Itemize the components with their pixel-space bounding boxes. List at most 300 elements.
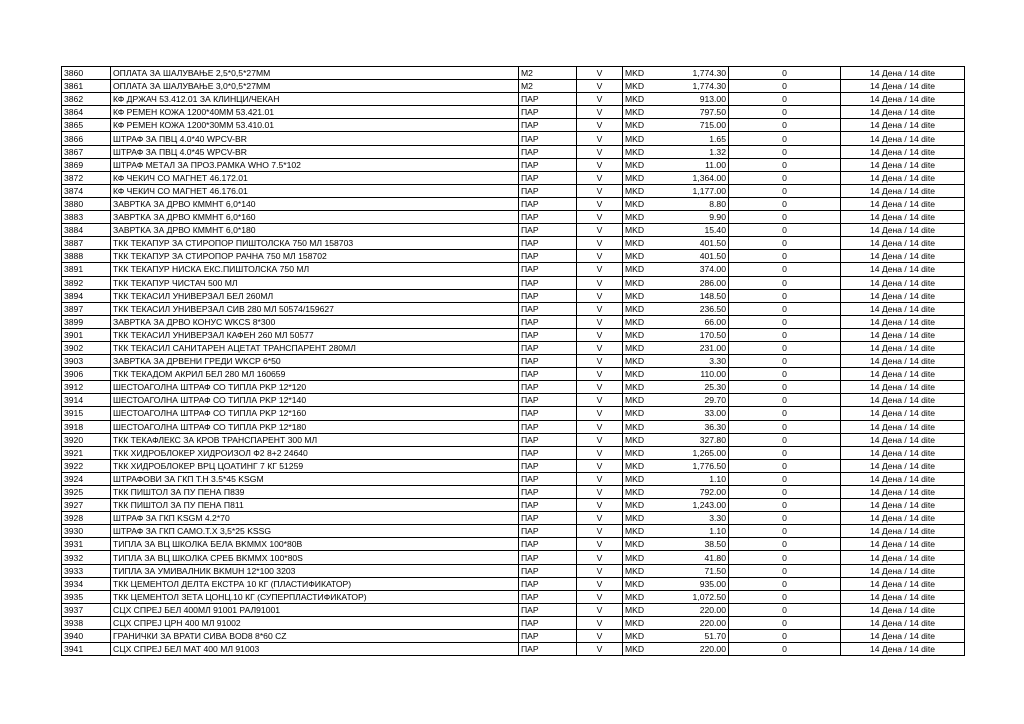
delivery-term-cell: 14 Дена / 14 dite [841,250,965,263]
v-flag-cell: V [577,237,623,250]
unit-cell: ПАР [519,394,577,407]
item-code-cell: 3928 [62,512,111,525]
quantity-cell: 0 [729,119,841,132]
delivery-term-cell: 14 Дена / 14 dite [841,80,965,93]
quantity-cell: 0 [729,184,841,197]
v-flag-cell: V [577,211,623,224]
v-flag-cell: V [577,224,623,237]
unit-cell: ПАР [519,250,577,263]
unit-cell: ПАР [519,643,577,656]
item-code-cell: 3931 [62,538,111,551]
table-row [62,171,965,184]
price-cell: 33.00 [686,407,729,420]
item-code-cell: 3921 [62,446,111,459]
quantity-cell: 0 [729,643,841,656]
quantity-cell: 0 [729,420,841,433]
item-name-cell: ТКК ЦЕМЕНТОЛ ДЕЛТА ЕКСТРА 10 КГ (ПЛАСТИФИКАТОР) [111,577,519,590]
price-cell: 913.00 [686,93,729,106]
table-row [62,67,965,80]
price-cell: 327.80 [686,433,729,446]
delivery-term-cell: 14 Дена / 14 dite [841,328,965,341]
quantity-cell: 0 [729,93,841,106]
quantity-cell: 0 [729,171,841,184]
price-cell: 3.30 [686,512,729,525]
delivery-term-cell: 14 Дена / 14 dite [841,106,965,119]
item-code-cell: 3918 [62,420,111,433]
quantity-cell: 0 [729,590,841,603]
delivery-term-cell: 14 Дена / 14 dite [841,171,965,184]
price-cell: 236.50 [686,302,729,315]
item-code-cell: 3930 [62,525,111,538]
currency-cell: MKD [623,224,687,237]
delivery-term-cell: 14 Дена / 14 dite [841,67,965,80]
v-flag-cell: V [577,603,623,616]
v-flag-cell: V [577,433,623,446]
currency-cell: MKD [623,184,687,197]
table-row [62,433,965,446]
table-row [62,538,965,551]
unit-cell: ПАР [519,184,577,197]
v-flag-cell: V [577,355,623,368]
table-row [62,93,965,106]
item-name-cell: ТКК ТЕКАДОМ АКРИЛ БЕЛ 280 МЛ 160659 [111,368,519,381]
quantity-cell: 0 [729,302,841,315]
v-flag-cell: V [577,93,623,106]
table-row [62,184,965,197]
v-flag-cell: V [577,630,623,643]
v-flag-cell: V [577,446,623,459]
item-name-cell: ТКК ХИДРОБЛОКЕР ХИДРОИЗОЛ Ф2 8+2 24640 [111,446,519,459]
delivery-term-cell: 14 Дена / 14 dite [841,603,965,616]
v-flag-cell: V [577,263,623,276]
currency-cell: MKD [623,446,687,459]
price-cell: 1,265.00 [686,446,729,459]
item-name-cell: ШТРАФ ЗА ПВЦ 4.0*45 WPCV-BR [111,145,519,158]
currency-cell: MKD [623,341,687,354]
delivery-term-cell: 14 Дена / 14 dite [841,551,965,564]
currency-cell: MKD [623,171,687,184]
table-row [62,145,965,158]
item-name-cell: ШЕСТОАГОЛНА ШТРАФ СО ТИПЛА PKP 12*120 [111,381,519,394]
delivery-term-cell: 14 Дена / 14 dite [841,224,965,237]
table-row [62,407,965,420]
price-list-table [61,66,965,656]
currency-cell: MKD [623,603,687,616]
item-name-cell: ЗАВРТКА ЗА ДРВО КММНТ 6,0*180 [111,224,519,237]
v-flag-cell: V [577,328,623,341]
unit-cell: ПАР [519,302,577,315]
table-row [62,630,965,643]
price-cell: 51.70 [686,630,729,643]
table-row [62,341,965,354]
quantity-cell: 0 [729,577,841,590]
unit-cell: ПАР [519,420,577,433]
delivery-term-cell: 14 Дена / 14 dite [841,145,965,158]
currency-cell: MKD [623,119,687,132]
v-flag-cell: V [577,119,623,132]
currency-cell: MKD [623,630,687,643]
unit-cell: ПАР [519,224,577,237]
unit-cell: ПАР [519,407,577,420]
currency-cell: MKD [623,237,687,250]
price-cell: 792.00 [686,486,729,499]
item-code-cell: 3888 [62,250,111,263]
delivery-term-cell: 14 Дена / 14 dite [841,341,965,354]
quantity-cell: 0 [729,368,841,381]
unit-cell: ПАР [519,446,577,459]
table-row [62,420,965,433]
unit-cell: ПАР [519,433,577,446]
v-flag-cell: V [577,250,623,263]
table-row [62,237,965,250]
item-name-cell: ШЕСТОАГОЛНА ШТРАФ СО ТИПЛА PKP 12*140 [111,394,519,407]
item-name-cell: ШТРАФ ЗА ГКП САМО.Т.Х 3,5*25 KSSG [111,525,519,538]
item-code-cell: 3938 [62,616,111,629]
item-code-cell: 3901 [62,328,111,341]
quantity-cell: 0 [729,158,841,171]
currency-cell: MKD [623,355,687,368]
item-name-cell: ТКК ТЕКАПУР ЧИСТАЧ 500 МЛ [111,276,519,289]
unit-cell: ПАР [519,590,577,603]
quantity-cell: 0 [729,499,841,512]
currency-cell: MKD [623,486,687,499]
v-flag-cell: V [577,368,623,381]
unit-cell: ПАР [519,616,577,629]
unit-cell: ПАР [519,368,577,381]
item-code-cell: 3861 [62,80,111,93]
delivery-term-cell: 14 Дена / 14 dite [841,499,965,512]
v-flag-cell: V [577,407,623,420]
item-name-cell: ЗАВРТКА ЗА ДРВЕНИ ГРЕДИ WKCP 6*50 [111,355,519,368]
item-code-cell: 3922 [62,459,111,472]
unit-cell: ПАР [519,93,577,106]
item-name-cell: ТИПЛА ЗА ВЦ ШКОЛКА БЕЛА BKMMX 100*80B [111,538,519,551]
quantity-cell: 0 [729,237,841,250]
currency-cell: MKD [623,132,687,145]
price-cell: 1.10 [686,525,729,538]
item-code-cell: 3937 [62,603,111,616]
item-name-cell: ОПЛАТА ЗА ШАЛУВАЊЕ 3,0*0,5*27ММ [111,80,519,93]
price-cell: 1,774.30 [686,67,729,80]
currency-cell: MKD [623,538,687,551]
item-name-cell: ТКК ПИШТОЛ ЗА ПУ ПЕНА П839 [111,486,519,499]
item-code-cell: 3902 [62,341,111,354]
item-name-cell: ОПЛАТА ЗА ШАЛУВАЊЕ 2,5*0,5*27ММ [111,67,519,80]
item-code-cell: 3892 [62,276,111,289]
currency-cell: MKD [623,250,687,263]
price-cell: 1,364.00 [686,171,729,184]
item-name-cell: ТКК ТЕКАСИЛ САНИТАРЕН АЦЕТАТ ТРАНСПАРЕНТ 280МЛ [111,341,519,354]
unit-cell: ПАР [519,263,577,276]
table-row [62,355,965,368]
table-row [62,106,965,119]
price-cell: 3.30 [686,355,729,368]
quantity-cell: 0 [729,145,841,158]
item-code-cell: 3925 [62,486,111,499]
item-code-cell: 3927 [62,499,111,512]
item-name-cell: КФ РЕМЕН КОЖА 1200*40ММ 53.421.01 [111,106,519,119]
table-row [62,616,965,629]
item-code-cell: 3914 [62,394,111,407]
v-flag-cell: V [577,132,623,145]
item-code-cell: 3935 [62,590,111,603]
item-name-cell: ТКК ПИШТОЛ ЗА ПУ ПЕНА П811 [111,499,519,512]
item-code-cell: 3862 [62,93,111,106]
unit-cell: ПАР [519,171,577,184]
item-name-cell: ТКК ЦЕМЕНТОЛ ЗЕТА ЦОНЦ.10 КГ (СУПЕРПЛАСТИФИКАТОР) [111,590,519,603]
table-row [62,302,965,315]
item-code-cell: 3887 [62,237,111,250]
v-flag-cell: V [577,643,623,656]
price-cell: 1.32 [686,145,729,158]
table-row [62,577,965,590]
currency-cell: MKD [623,315,687,328]
table-row [62,158,965,171]
v-flag-cell: V [577,276,623,289]
quantity-cell: 0 [729,616,841,629]
delivery-term-cell: 14 Дена / 14 dite [841,420,965,433]
quantity-cell: 0 [729,80,841,93]
item-code-cell: 3874 [62,184,111,197]
currency-cell: MKD [623,289,687,302]
quantity-cell: 0 [729,394,841,407]
price-cell: 8.80 [686,197,729,210]
price-cell: 1,774.30 [686,80,729,93]
price-cell: 401.50 [686,250,729,263]
item-code-cell: 3883 [62,211,111,224]
price-cell: 36.30 [686,420,729,433]
quantity-cell: 0 [729,250,841,263]
delivery-term-cell: 14 Дена / 14 dite [841,433,965,446]
price-cell: 286.00 [686,276,729,289]
quantity-cell: 0 [729,67,841,80]
price-cell: 9.90 [686,211,729,224]
item-code-cell: 3940 [62,630,111,643]
table-row [62,315,965,328]
item-name-cell: ТИПЛА ЗА ВЦ ШКОЛКА СРЕБ BKMMX 100*80S [111,551,519,564]
table-row [62,250,965,263]
price-cell: 29.70 [686,394,729,407]
unit-cell: ПАР [519,132,577,145]
price-cell: 41.80 [686,551,729,564]
price-cell: 1,177.00 [686,184,729,197]
quantity-cell: 0 [729,564,841,577]
v-flag-cell: V [577,289,623,302]
item-name-cell: ТКК ТЕКАСИЛ УНИВЕРЗАЛ БЕЛ 260МЛ [111,289,519,302]
quantity-cell: 0 [729,197,841,210]
delivery-term-cell: 14 Дена / 14 dite [841,407,965,420]
v-flag-cell: V [577,381,623,394]
currency-cell: MKD [623,106,687,119]
unit-cell: ПАР [519,603,577,616]
currency-cell: MKD [623,433,687,446]
item-code-cell: 3933 [62,564,111,577]
quantity-cell: 0 [729,525,841,538]
currency-cell: MKD [623,616,687,629]
currency-cell: MKD [623,472,687,485]
currency-cell: MKD [623,368,687,381]
price-cell: 25.30 [686,381,729,394]
price-cell: 1.10 [686,472,729,485]
item-code-cell: 3860 [62,67,111,80]
table-row [62,197,965,210]
item-name-cell: КФ ДРЖАЧ 53.412.01 ЗА КЛИНЦИ/ЧЕКАН [111,93,519,106]
currency-cell: MKD [623,590,687,603]
delivery-term-cell: 14 Дена / 14 dite [841,564,965,577]
quantity-cell: 0 [729,472,841,485]
delivery-term-cell: 14 Дена / 14 dite [841,276,965,289]
item-name-cell: СЦХ СПРЕЈ ЦРН 400 МЛ 91002 [111,616,519,629]
table-row [62,381,965,394]
table-row [62,499,965,512]
v-flag-cell: V [577,341,623,354]
unit-cell: ПАР [519,459,577,472]
item-code-cell: 3915 [62,407,111,420]
quantity-cell: 0 [729,433,841,446]
currency-cell: MKD [623,577,687,590]
unit-cell: ПАР [519,577,577,590]
unit-cell: ПАР [519,145,577,158]
price-cell: 715.00 [686,119,729,132]
item-name-cell: КФ ЧЕКИЧ СО МАГНЕТ 46.176.01 [111,184,519,197]
price-cell: 71.50 [686,564,729,577]
price-cell: 1.65 [686,132,729,145]
v-flag-cell: V [577,486,623,499]
currency-cell: MKD [623,263,687,276]
item-name-cell: КФ ЧЕКИЧ СО МАГНЕТ 46.172.01 [111,171,519,184]
table-row [62,525,965,538]
delivery-term-cell: 14 Дена / 14 dite [841,472,965,485]
unit-cell: ПАР [519,551,577,564]
table-row [62,211,965,224]
currency-cell: MKD [623,643,687,656]
price-cell: 220.00 [686,643,729,656]
delivery-term-cell: 14 Дена / 14 dite [841,643,965,656]
table-row [62,603,965,616]
price-cell: 935.00 [686,577,729,590]
table-row [62,80,965,93]
delivery-term-cell: 14 Дена / 14 dite [841,315,965,328]
table-row [62,643,965,656]
quantity-cell: 0 [729,538,841,551]
unit-cell: ПАР [519,276,577,289]
currency-cell: MKD [623,407,687,420]
unit-cell: ПАР [519,381,577,394]
quantity-cell: 0 [729,603,841,616]
delivery-term-cell: 14 Дена / 14 dite [841,197,965,210]
item-code-cell: 3866 [62,132,111,145]
item-name-cell: СЦХ СПРЕЈ БЕЛ 400МЛ 91001 РАЛ91001 [111,603,519,616]
currency-cell: MKD [623,525,687,538]
v-flag-cell: V [577,394,623,407]
v-flag-cell: V [577,564,623,577]
unit-cell: ПАР [519,512,577,525]
unit-cell: ПАР [519,564,577,577]
quantity-cell: 0 [729,224,841,237]
delivery-term-cell: 14 Дена / 14 dite [841,486,965,499]
quantity-cell: 0 [729,132,841,145]
item-code-cell: 3872 [62,171,111,184]
item-name-cell: КФ РЕМЕН КОЖА 1200*30ММ 53.410.01 [111,119,519,132]
item-code-cell: 3869 [62,158,111,171]
item-name-cell: ШТРАФ МЕТАЛ ЗА ПРОЗ.РАМКА WHO 7.5*102 [111,158,519,171]
v-flag-cell: V [577,420,623,433]
quantity-cell: 0 [729,407,841,420]
currency-cell: MKD [623,80,687,93]
unit-cell: ПАР [519,106,577,119]
v-flag-cell: V [577,315,623,328]
item-code-cell: 3920 [62,433,111,446]
delivery-term-cell: 14 Дена / 14 dite [841,616,965,629]
table-row [62,446,965,459]
v-flag-cell: V [577,80,623,93]
price-cell: 148.50 [686,289,729,302]
currency-cell: MKD [623,459,687,472]
currency-cell: MKD [623,158,687,171]
delivery-term-cell: 14 Дена / 14 dite [841,263,965,276]
v-flag-cell: V [577,184,623,197]
delivery-term-cell: 14 Дена / 14 dite [841,184,965,197]
delivery-term-cell: 14 Дена / 14 dite [841,368,965,381]
item-name-cell: ТКК ТЕКАПУР ЗА СТИРОПОР РАЧНА 750 МЛ 158702 [111,250,519,263]
quantity-cell: 0 [729,315,841,328]
item-name-cell: ШТРАФ ЗА ГКП KSGM 4.2*70 [111,512,519,525]
item-name-cell: ШЕСТОАГОЛНА ШТРАФ СО ТИПЛА PKP 12*160 [111,407,519,420]
quantity-cell: 0 [729,276,841,289]
item-name-cell: ШТРАФОВИ ЗА ГКП Т.Н 3.5*45 KSGM [111,472,519,485]
quantity-cell: 0 [729,486,841,499]
price-cell: 374.00 [686,263,729,276]
delivery-term-cell: 14 Дена / 14 dite [841,237,965,250]
unit-cell: ПАР [519,486,577,499]
item-name-cell: ЗАВРТКА ЗА ДРВО КММНТ 6,0*140 [111,197,519,210]
v-flag-cell: V [577,538,623,551]
table-row [62,459,965,472]
currency-cell: MKD [623,145,687,158]
table-row [62,119,965,132]
table-row [62,472,965,485]
quantity-cell: 0 [729,341,841,354]
table-row [62,368,965,381]
delivery-term-cell: 14 Дена / 14 dite [841,630,965,643]
unit-cell: ПАР [519,119,577,132]
item-code-cell: 3891 [62,263,111,276]
item-code-cell: 3867 [62,145,111,158]
item-code-cell: 3899 [62,315,111,328]
v-flag-cell: V [577,106,623,119]
quantity-cell: 0 [729,381,841,394]
price-cell: 11.00 [686,158,729,171]
v-flag-cell: V [577,616,623,629]
price-cell: 220.00 [686,603,729,616]
table-row [62,512,965,525]
currency-cell: MKD [623,551,687,564]
item-code-cell: 3897 [62,302,111,315]
unit-cell: ПАР [519,289,577,302]
item-name-cell: ШЕСТОАГОЛНА ШТРАФ СО ТИПЛА PKP 12*180 [111,420,519,433]
delivery-term-cell: 14 Дена / 14 dite [841,132,965,145]
v-flag-cell: V [577,577,623,590]
delivery-term-cell: 14 Дена / 14 dite [841,158,965,171]
currency-cell: MKD [623,276,687,289]
currency-cell: MKD [623,564,687,577]
unit-cell: ПАР [519,538,577,551]
table-row [62,564,965,577]
currency-cell: MKD [623,211,687,224]
quantity-cell: 0 [729,630,841,643]
delivery-term-cell: 14 Дена / 14 dite [841,381,965,394]
quantity-cell: 0 [729,551,841,564]
